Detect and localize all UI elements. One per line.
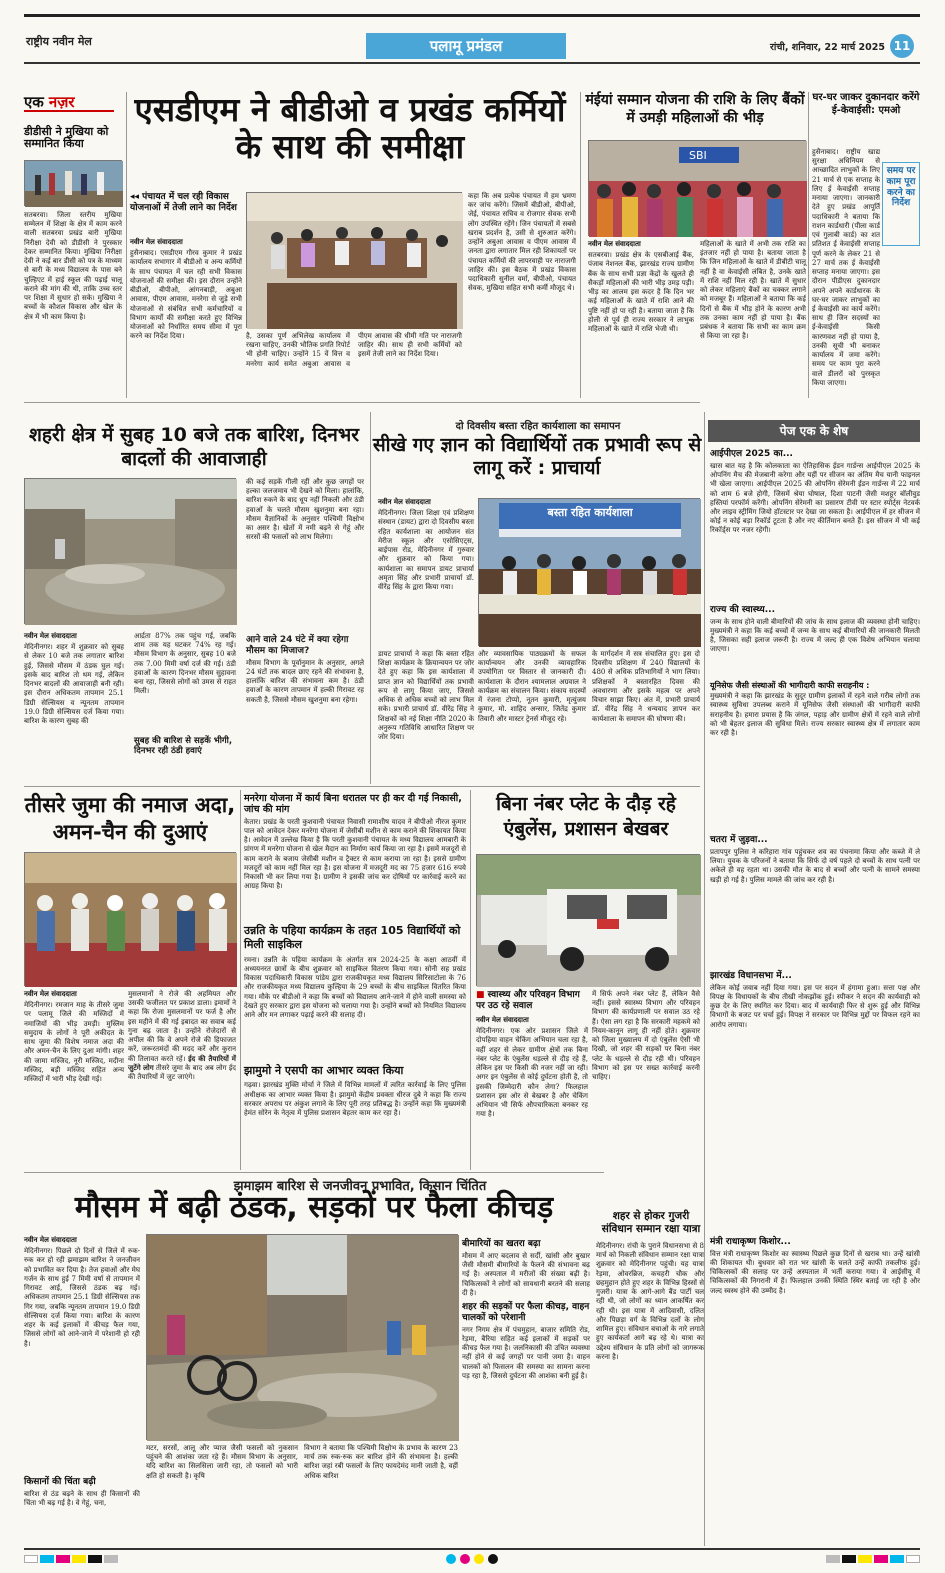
ambulance-col2: में सिर्फ अपने नंबर प्लेट हैं, लेकिन वैसे नहीं। इससे स्वास्थ्य विभाग और परिवहन विभाग की कार्यप्रणाली पर सवाल उठ रहे हैं। ऐसा लग रहा है कि सरकारी महकमे को नियम-कानून लागू ही नहीं होते। शुक्रवार को जिला मुख्यालय में दो एंबुलेंस ऐसी भी दिखी, जो शहर की सड़कों पर बिना नंबर प्लेट के धड़ल्ले से दौड़ रही थी। परिवहन विभाग को इस पर सख्त कार्रवाई करनी चाहिए। — [592, 990, 700, 1082]
vrule-b — [580, 92, 581, 398]
ambulance-kicker: ■ स्वास्थ्य और परिवहन विभाग पर उठ रहे सवाल — [476, 990, 580, 1012]
weather-col1: नवीन मेल संवाददाता मेदिनीनगर। पिछले दो दिनों से जिले में रुक-रुक कर हो रही झमाझम बारिश ने जनजीवन को प्रभावित कर दिया है। तेज हवाओं और मेघ गर्जन के साथ हुई 7 मिमी वर्षा से तापमान में गिरावट आई, जिससे ठंडक बढ़ गई। अधिकतम तापमान 25.1 डिग्री सेल्सियस तक गिर गया, जबकि न्यूनतम तापमान 19.0 डिग्री सेल्सियस दर्ज किया गया। बारिश के कारण शहर के कई इलाकों में कीचड़ फैल गया, जिससे लोगों को आने-जाने में परेशानी हो रही है। — [24, 1236, 140, 1348]
samman-headline: शहर से होकर गुजरी संविधान सम्मान रक्षा यात्रा — [601, 1210, 701, 1236]
maiyan-bank-photo — [588, 140, 806, 236]
school-banner-text: बस्ता रहित कार्यशाला — [547, 506, 633, 519]
school-workshop-photo — [478, 498, 700, 646]
ambulance-headline: बिना नंबर प्लेट के दौड़ रहे एंबुलेंस, प्रशासन बेखबर — [496, 793, 676, 840]
weather-col3: विभाग ने बताया कि पश्चिमी विक्षोभ के प्रभाव के कारण 23 मार्च तक रुक-रुक कर बारिश होने की संभावना है। हल्की बारिश जहां रबी फसलों के लिए फायदेमंद मानी जाती है, वहीं अधिक बारिश — [304, 1444, 458, 1480]
section-banner: पलामू प्रमंडल — [366, 33, 566, 59]
namaz-photo — [24, 852, 236, 986]
rain-top-sub2: सुबह की बारिश से सड़कें भीगी, दिनभर रही ठंडी हवाएं — [134, 736, 233, 757]
vrule-f — [240, 790, 241, 1170]
namaz-col2: मुसलमानों ने रोजे की अहमियत और उसकी फजीलत पर प्रकाश डाला। इमामों ने कहा कि रोजा मुसलमानों पर फर्ज है और इस महीने में की गई इबादत का सवाब कई गुना बढ़ जाता है। उन्होंने रोजेदारों से अपील की कि वे अपने रोजे की हिफाजत करें, जरूरतमंदों की मदद करें और कुरान की तिलावत करते रहें। ईद की तैयारियों में जुटेंगे लोग तीसरे जुमा के बाद अब लोग ईद की तैयारियों में जुट जाएंगे। — [128, 990, 236, 1082]
masthead-logo: राष्ट्रीय नवीन मेल — [26, 35, 92, 48]
lead-col2: है, उसका पूर्ण अभिलेख कार्यालय में रखना चाहिए, उनकी भौतिक प्रगति रिपोर्ट भी होनी चाहिए। उन्होंने 15 वें वित्त व मनरेगा कार्य समेत अबुआ आवास व पीएम आवास की धीमी गति पर नाराजगी जाहिर की। साथ ही सभी कर्मियों को इसमें तेजी लाने का निर्देश दिया। — [246, 332, 462, 368]
ek-nazar-tag: एक नज़र — [24, 92, 114, 112]
color-registration-strip — [24, 1554, 920, 1564]
cycle-story: उन्नति के पहिया कार्यक्रम के तहत 105 विद्यार्थियों को मिली साइकिल रमना। उन्नति के पहिया कार्यक्रम के अंतर्गत सत्र 2024-25 के कक्षा आठवीं में अध्ययनरत छात्रों के बीच शुक्रवार को साइकिल वितरण किया गया। सोनी सह प्रखंड विकास पदाधिकारी विकास पांडेय द्वारा राजकीयकृत मध्य विद्यालय सिरिसाटोला के 76 और राजकीयकृत मध्य विद्यालय कुल्हिया के 29 बच्चों के बीच साइकिल वितरित किया गया। मौके पर बीडीओ ने कहा कि बच्चों को विद्यालय आने-जाने में होने वाली समस्या को देखते हुए सरकार द्वारा इस योजना को चलाया गया है। उन्होंने बच्चों को नियमित विद्यालय आने और मन लगाकर पढ़ाई करने की सलाह दी। — [244, 924, 466, 1019]
rain-street-photo — [24, 478, 236, 624]
lead-col1: नवीन मेल संवाददाता हुसैनाबाद। एसडीएम गौरव कुमार ने प्रखंड कार्यालय सभागार में बीडीओ व अन्य कर्मियों के साथ पंचायत में चल रही सभी विकास योजनाओं की समीक्षा की। इस दौरान उन्होंने बीडीओ, बीपीओ, आंगनबाड़ी, अबुआ आवास, पीएम आवास, मनरेगा से जुड़े सभी योजनाओं से संबंधित सभी कर्मचारियों व विभाग कार्यों की समीक्षा करते हुए विभिन्न योजनाओं को निर्धारित समय सीमा में पूरा करने का निर्देश दिया। — [130, 238, 242, 341]
ek-nazar-title: डीडीसी ने मुखिया को सम्मानित किया — [24, 125, 109, 150]
school-col3: और व्यावसायिक पाठ्यक्रमों के सफल कार्यान्वयन और उनकी व्यावहारिक उपयोगिता पर विस्तार से जानकारी दी। कार्यशाला के दौरान श्यामलाल अग्रवाल ने कार्यक्रम का संचालन किया। संकाय सदस्यों में रंजना टोप्पो, नूतन कुमारी, मृत्युंजय कुमार, मो. शाहिद अन्सार, जितेंद्र कुमार तिवारी और मास्टर ट्रेनर्स मौजूद रहे। — [478, 650, 586, 723]
ek-nazar-photo — [24, 160, 122, 206]
jhamumo-story: झामुमो ने एसपी का आभार व्यक्त किया गढ़वा। झारखंड मुक्ति मोर्चा ने जिले में विभिन्न मामलों में त्वरित कार्रवाई के लिए पुलिस अधीक्षक का आभार व्यक्त किया है। झामुमो केंद्रीय प्रवक्ता धीरज दुबे ने कहा कि राज्य सरकार अपराध पर अंकुश लगाने के लिए पूरी तरह प्रतिबद्ध है। उन्होंने कहा कि मुख्यमंत्री हेमंत सोरेन के नेतृत्व में पुलिस प्रशासन बेहतर काम कर रहा है। — [244, 1064, 466, 1117]
rain-top-text-right: की कई सड़कें गीली रहीं और कुछ जगहों पर हल्का जलजमाव भी देखने को मिला। हालांकि, बारिश रुकने के बाद धूप नहीं निकली और ठंडी हवाओं के चलते मौसम खुशनुमा बना रहा। मौसम वैज्ञानिकों के अनुसार पश्चिमी विक्षोभ का असर है। खेतों में नमी बढ़ने से गेहूं और सरसों की फसलों को लाभ मिलेगा। — [246, 478, 364, 542]
maiyan-headline: मंईयां सम्मान योजना की राशि के लिए बैंकों में उमड़ी महिलाओं की भीड़ — [585, 92, 805, 126]
rain-top-headline: शहरी क्षेत्र में सुबह 10 बजे तक बारिश, दिनभर बादलों की आवाजाही — [29, 424, 359, 470]
footer-rule — [24, 1548, 920, 1550]
ghar-text: हुसैनाबाद। राष्ट्रीय खाद्य सुरक्षा अधिनियम से आच्छादित लाभुकों के लिए 21 मार्च से एक सप्ताह के लिए ई केवाईसी सप्ताह मनाया जाएगा। जानकारी देते हुए प्रखंड आपूर्ति पदाधिकारी ने बताया कि राशन कार्डधारी (पीला कार्ड एवं गुलाबी कार्ड) का शत प्रतिशत ई केवाईसी सप्ताह पूर्ण करने के लेकर 21 से 27 मार्च तक ई केवाईसी सप्ताह मनाया जाएगा। इस दौरान पीडीएस दुकानदार अपने अपने कार्डधारक के घर-घर जाकर लाभुकों का ई केवाईसी का कार्य करेंगे। साथ ही जिन सदस्यों का ई-केवाईसी किसी कारणवश नहीं हो पाया है, उनकी सूची भी बनाकर कार्यालय में जमा करेंगे। समय पर काम पूरा करने वाले डीलरों को पुरस्कृत किया जाएगा। — [812, 148, 880, 387]
lead-meeting-photo — [246, 192, 462, 328]
weather-mud-photo — [146, 1234, 458, 1440]
ghar-headline: घर-घर जाकर दुकानदार करेंगे ई-केवाईसी: एमओ — [812, 92, 920, 116]
namaz-col1: नवीन मेल संवाददाता मेदिनीनगर। रमजान माह के तीसरे जुमा पर पलामू जिले की मस्जिदों में नमाजियों की भीड़ उमड़ी। मुस्लिम समुदाय के लोगों ने पूरी अकीदत के साथ जुमा की विशेष नमाज अदा की और अमन-चैन के लिए दुआ मांगी। शहर की जामा मस्जिद, नूरी मस्जिद, मदीना मस्जिद, बड़ी मस्जिद सहित अन्य मस्जिदों में भारी भीड़ देखी गई। — [24, 990, 124, 1084]
mnrega-story: मनरेगा योजना में कार्य बिना धरातल पर ही कर दी गई निकासी, जांच की मांग केतार। प्रखंड के परती कुशवानी पंचायत निवासी रामाशीष यादव ने बीपीओ नीरज कुमार पाल को आवेदन देकर मनरेगा योजना में जेसीबी मशीन से काम कराने की शिकायत किया है। आवेदन में उल्लेख किया है कि परती कुशवानी पंचायत के मध्य विद्यालय आमबारी के प्रांगण में मनरेगा योजना से खेल मैदान का निर्माण कार्य किया जा रहा है। इसमें मजदूरों से काम कराने के बजाय जेसीबी मशीन व ट्रैक्टर से काम कराया जा रहा है। इससे ग्रामीण मजदूरों को काम नहीं मिल रहा है। इस योजना में मजदूरी मद का 75 हजार 616 रुपये निकासी भी कर लिया गया है। ग्रामीण ने इसकी जांच कर दोषियों पर कार्रवाई करने का आग्रह किया है। — [244, 793, 466, 891]
ambulance-photo — [476, 854, 700, 986]
lead-intro: ◂◂ पंचायत में चल रही विकास योजनाओं में तेजी लाने का निर्देश — [130, 192, 237, 214]
vrule-c — [808, 92, 809, 398]
dateline: रांची, शनिवार, 22 मार्च 2025 — [770, 42, 885, 53]
rain-top-col1: नवीन मेल संवाददाता मेदिनीनगर। शहर में शुक्रवार को सुबह से लेकर 10 बजे तक लगातार बारिश हुई, जिससे मौसम में ठंडक घुल गई। इसके बाद बारिश तो थम गई, लेकिन दिनभर बादलों की आवाजाही बनी रही। इस दौरान अधिकतम तापमान 25.1 डिग्री सेल्सियस व न्यूनतम तापमान 19.0 डिग्री सेल्सियस दर्ज किया गया। बारिश के कारण सुबह की — [24, 632, 124, 726]
vrule-g — [470, 790, 471, 1170]
page-number: 11 — [890, 34, 914, 58]
vrule-a — [126, 92, 127, 398]
ek-nazar-text: सतबरवा। जिला स्तरीय मुखिया सम्मेलन में शिक्षा के क्षेत्र में काम करने वाली सतबरवा प्रखंड बारी मुखिया निरीक्षा देवी को डीडीसी ने पुरस्कार देकर सम्मानित किया। मुखिया निरीक्षा देवी ने कई बार डीसी को पत्र के माध्यम से बारी के मध्य विद्यालय के पास बने चुल्हिएट में हाई स्कूल की पढ़ाई चालू कराने की मांग की थी, ताकि उच्च स्तर पर शिक्षा में सुधार हो सके। मुखिया ने बच्चों के कौशल विकास और खेल के क्षेत्र में भी काम किया है। — [24, 211, 122, 321]
weather-col2: मटर, सरसों, आलू और प्याज जैसी फसलों को नुकसान पहुंचने की आशंका जता रहे हैं। मौसम विभाग के अनुसार, यदि बारिश का सिलसिला जारी रहा, तो फसलों को भारी क्षति हो सकती है। कृषि — [146, 1444, 298, 1480]
samman-text: मेदिनीनगर। रांची के पुराने विधानसभा से 8 मार्च को निकली संविधान सम्मान रक्षा यात्रा शुक्रवार को मेदिनीनगर पहुंची। यह यात्रा रेड़मा, ओवरब्रिज, कचहरी चौक और छहमुहान होते हुए शहर के विभिन्न हिस्सों से गुजरी। यात्रा के आगे-आगे बैंड पार्टी चल रही थी, जो लोगों का ध्यान आकर्षित कर रही थी। इस यात्रा में आदिवासी, दलित और पिछड़ा वर्ग के विभिन्न दलों के लोग शामिल हुए। संविधान बचाओ के नारे लगाते हुए कार्यकर्ता आगे बढ़ रहे थे। यात्रा का उद्देश्य संविधान के प्रति लोगों को जागरूक करना है। — [596, 1242, 704, 1361]
maiyan-col1: नवीन मेल संवाददाता सतबरवा। प्रखंड क्षेत्र के एसबीआई बैंक, पंजाब नेशनल बैंक, झारखंड राज्य ग्रामीण बैंक के साथ सभी प्रज्ञा केंद्रों के खुलते ही सैकड़ों महिलाओं की भारी भीड़ उमड़ पड़ी। भीड़ का आलम इस कदर है कि दिन भर कई महिलाओं के खाते में राशि आने की पुष्टि नहीं हो पा रही है। बताया जाता है कि होली से पूर्व ही राज्य सरकार ने लाभुक महिलाओं के खाते में राशि भेजी थी। — [588, 240, 694, 334]
weather-col4: बीमारियों का खतरा बढ़ा मौसम में आए बदलाव से सर्दी, खांसी और बुखार जैसी मौसमी बीमारियों के फैलने की संभावना बढ़ गई है। अस्पताल में मरीजों की संख्या बढ़ी है। चिकित्सकों ने लोगों को सावधानी बरतने की सलाह दी है। शहर की सड़कों पर फैला कीचड़, वाहन चालकों को परेशानी नगर निगम क्षेत्र में पंचमुहान, बाजार समिति रोड, रेड़मा, बैरिया सहित कई इलाकों में सड़कों पर कीचड़ फैल गया है। जलनिकासी की उचित व्यवस्था नहीं होने से कई जगहों पर पानी जमा है। वाहन चालकों को फिसलन की समस्या का सामना करना पड़ रहा है, जिससे दुर्घटना की आशंका बनी हुई है। — [462, 1239, 590, 1380]
weather-headline: मौसम में बढ़ी ठंडक, सड़कों पर फैला कीचड़ — [74, 1190, 554, 1225]
ambulance-col1: नवीन मेल संवाददाता मेदिनीनगर। एक ओर प्रशासन जिले में दोपहिया वाहन चेकिंग अभियान चला रहा है, वहीं शहर से लेकर ग्रामीण क्षेत्रों तक बिना नंबर प्लेट के एंबुलेंस धड़ल्ले से दौड़ रहे हैं, लेकिन इस पर किसी की नजर नहीं जा रही। अगर इन एंबुलेंस से कोई दुर्घटना होती है, तो इसकी जिम्मेदारी कौन लेगा? फिलहाल प्रशासन इस ओर से बेखबर है और चेकिंग अभियान भी सिर्फ औपचारिकता बनकर रह गया है। — [476, 1016, 588, 1119]
header-rule — [24, 62, 920, 64]
svg-text:SBI: SBI — [689, 149, 707, 162]
school-col4: के मार्गदर्शन में सत्र संचालित हुए। इस दो दिवसीय प्रशिक्षण में 240 विद्यालयों के 480 से अधिक प्रतिभागियों ने भाग लिया। प्रशिक्षकों ने बस्तारहित दिवस की अवधारणा और इसके महत्व पर अपने विचार साझा किए। अंत में, प्रभारी प्राचार्य डॉ. वीरेंद्र सिंह ने धन्यवाद ज्ञापन कर कार्यशाला के समापन की घोषणा की। — [592, 650, 700, 723]
school-col2: डायट प्राचार्या ने कहा कि बस्ता रहित शिक्षा कार्यक्रम के क्रियान्वयन पर जोर देते हुए कहा कि इस कार्यशाला में प्राप्त ज्ञान को विद्यार्थियों तक प्रभावी रूप से लागू किया जाए, जिससे अधिक से अधिक बच्चों को लाभ मिल सके। प्रभारी प्राचार्य डॉ. वीरेंद्र सिंह ने शिक्षकों को नई शिक्षा नीति 2020 के अनुरूप गतिविधि आधारित शिक्षण पर जोर दिया। — [378, 650, 474, 742]
lead-col3: कहा कि अब प्रत्येक पंचायत में हम भ्रमण कर जांच करेंगे। जिसमें बीडीओ, बीपीओ, जेई, पंचायत सचिव व रोजगार सेवक सभी लोग उपस्थित रहेंगे। जिन पंचायतों में सबसे खराब प्रदर्शन है, उसी से शुरुआत करेंगे। उन्होंने अबुआ आवास व पीएम आवास में जनता द्वारा लगातार मिल रही शिकायतों पर पंचायत कर्मियों की लापरवाही पर नाराजगी जाहिर की। इस बैठक में प्रखंड विकास पदाधिकारी सुनील वर्मा, बीपीओ, पंचायत सेवक, मुखिया सहित सभी कर्मी मौजूद थे। — [468, 192, 576, 293]
rain-top-col2: आर्द्रता 87% तक पहुंच गई, जबकि शाम तक यह घटकर 74% रह गई। मौसम विभाग के अनुसार, सुबह 10 बजे तक 7.00 मिमी वर्षा दर्ज की गई। ठंडी हवाओं के कारण दिनभर मौसम सुहावना बना रहा, जिससे लोगों को उमस से राहत मिली। — [134, 632, 236, 696]
shesh-column: आईपीएल 2025 का... खास बात यह है कि कोलकाता का ऐतिहासिक ईडन गार्डन्स आईपीएल 2025 के ओपनिंग मैच की मेजबानी करेगा और यहीं पर सीजन का अंतिम मैच यानी फाइनल भी खेला जाएगा। आईपीएल 2025 की ओपनिंग सेरेमनी ईडन गार्डन्स में 22 मार्च को शाम 6 बजे होगी, जिसमें श्रेया घोषाल, दिशा पाटनी जैसी मशहूर बॉलीवुड हस्तियां परफॉर्म करेंगी। ओपनिंग सेरेमनी का प्रसारण टीवी पर स्टार स्पोर्ट्स नेटवर्क और लाइव स्ट्रीमिंग जियो हॉटस्टार पर देखा जा सकता है। आईपीएल में हर सीजन में कोई न कोई बड़ा रिकॉर्ड टूटता है और नए कीर्तिमान बनते हैं। इस सीजन में भी कई रिकॉर्ड्स पर नजर रहेगी। राज्य की स्वास्थ्य... जन्म के साथ होने वाली बीमारियों की जांच के साथ इलाज की व्यवस्था होनी चाहिए। मुख्यमंत्री ने कहा कि कई बच्चों में जन्म के साथ कई बीमारियों की जानकारी मिलती है, जिसका सही इलाज जरूरी है। राज्य में जल्द ही एक विशेष अभियान चलाया जाएगा। यूनिसेफ जैसी संस्थाओं की भागीदारी काफी सराहनीय : मुख्यमंत्री ने कहा कि झारखंड के सुदूर ग्रामीण इलाकों में रहने वाले गरीब लोगों तक स्वास्थ्य सुविधा उपलब्ध कराने में यूनिसेफ जैसी संस्थाओं की भागीदारी काफी सराहनीय है। हमारा प्रयास है कि जंगल, पहाड़ और ग्रामीण क्षेत्रों में रहने वाले लोगों को भी बेहतर इलाज की सुविधा मिले। राज्य सरकार स्वास्थ्य क्षेत्र में लगातार काम कर रही है। चतरा में जुड़वा... प्रतापपुर पुलिस ने करिहारा गांव पहुंचकर शव का पंचनामा किया और कब्जे में ले लिया। युवक के परिजनों ने बताया कि सिर्फ दो वर्ष पहले दो बच्चों के साथ पत्नी पर अकेले ही वह रहता था। उसकी मौत के बाद से बच्चों और पत्नी के सामने समस्या खड़ी हो गई है। पुलिस मामले की जांच कर रही है। झारखंड विधानसभा में... लेकिन कोई जवाब नहीं दिया गया। इस पर सदन में हंगामा हुआ। सत्ता पक्ष और विपक्ष के विधायकों के बीच तीखी नोकझोंक हुई। स्पीकर ने सदन की कार्यवाही को कुछ देर के लिए स्थगित कर दिया। बाद में कार्यवाही फिर से शुरू हुई और विभिन्न विभागों के बजट पर चर्चा हुई। विपक्ष ने सरकार पर विभिन्न मुद्दों पर विफल रहने का आरोप लगाया। मंत्री राधाकृष्ण किशोर... वित्त मंत्री राधाकृष्ण किशोर का स्वास्थ्य पिछले कुछ दिनों से खराब था। उन्हें खांसी की शिकायत थी। बुधवार को रात भर खांसी के चलते उन्हें काफी तकलीफ हुई। चिकित्सकों की सलाह पर उन्हें अस्पताल में भर्ती कराया गया। वे आईसीयू में चिकित्सकों की निगरानी में हैं। फिलहाल उनकी स्थिति स्थिर बताई जा रही है और जल्द स्वस्थ होने की उम्मीद है। — [710, 449, 920, 1295]
rain-top-col3: आने वाले 24 घंटे में क्या रहेगा मौसम का मिजाज? मौसम विभाग के पूर्वानुमान के अनुसार, अगले 24 घंटों तक बादल छाए रहने की संभावना है, हालांकि बारिश की संभावना कम है। ठंडी हवाओं के कारण तापमान में हल्की गिरावट रह सकती है, जिससे मौसम खुशनुमा बना रहेगा। — [246, 635, 364, 704]
school-kicker: दो दिवसीय बस्ता रहित कार्यशाला का समापन — [455, 421, 621, 432]
maiyan-col2: महिलाओं के खाते में अभी तक राशि का इंतजार नहीं हो पाया है। बताया जाता है कि जिन महिलाओं के खाते में डीबीटी चालू नहीं है वा केवाईसी लंबित है, उनके खाते में राशि नहीं मिल रही है। खाते में सुधार को लेकर महिलाएं बैंकों का चक्कर लगाने को मजबूर हैं। महिलाओं ने बताया कि कई दिनों से बैंक में भीड़ होने के कारण अभी तक उनका काम नहीं हो पाया है। बैंक प्रबंधक ने बताया कि सभी का काम क्रम से किया जा रहा है। — [700, 240, 806, 341]
vrule-d — [370, 412, 371, 784]
top-border — [24, 14, 920, 17]
row-rule-3 — [24, 1172, 604, 1173]
namaz-headline: तीसरे जुमा की नमाज अदा, अमन-चैन की दुआएं — [24, 793, 236, 845]
lead-headline: एसडीएम ने बीडीओ व प्रखंड कर्मियों के साथ की समीक्षा — [134, 90, 566, 166]
shesh-title-bar: पेज एक के शेष — [708, 420, 920, 442]
row-rule-2 — [24, 786, 700, 787]
weather-sub1-block: किसानों की चिंता बढ़ी बारिश से ठंड बढ़ने के साथ ही किसानों की चिंता भी बढ़ गई है। वे गेहूं, चना, — [24, 1477, 140, 1508]
school-col1: नवीन मेल संवाददाता मेदिनीनगर। जिला शिक्षा एवं प्रशिक्षण संस्थान (डायट) द्वारा दो दिवसीय बस्ता रहित कार्यशाला का आयोजन संत मेरीज स्कूल और एसोसिएट्स, बाईपास रोड, मेदिनीनगर में गुरुवार और शुक्रवार को किया गया। कार्यशाला का समापन डायट प्राचार्या अमृता सिंह और प्रभारी प्राचार्या डॉ. वीरेंद्र सिंह के द्वारा किया गया। — [378, 498, 474, 592]
weather-kicker: झमाझम बारिश से जनजीवन प्रभावित, किसान चिंतित — [233, 1179, 487, 1194]
vrule-e — [704, 412, 705, 1546]
school-headline: सीखे गए ज्ञान को विद्यार्थियों तक प्रभावी रूप से लागू करें : प्राचार्या — [372, 434, 702, 480]
row-rule-1 — [24, 402, 700, 403]
ghar-box: समय पर काम पूरा करने का निर्देश — [882, 162, 920, 246]
